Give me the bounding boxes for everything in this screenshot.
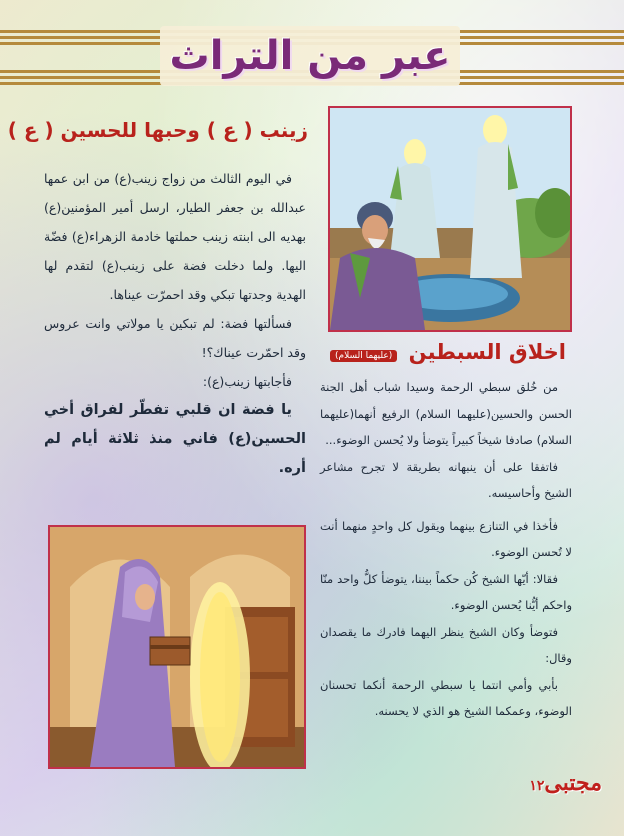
left-article-body	[44, 164, 306, 483]
illustration-gift	[48, 525, 306, 769]
right-article-paragraph: فاتفقا على أن ينبهانه بطريقة لا تجرح مشاعر الشيخ وأحاسيسه.	[320, 459, 572, 500]
right-article-paragraph: من خُلق سبطي الرحمة وسيدا شباب أهل الجنة الحسن والحسين(عليهما السلام) الرفيع أنهما(عليهما السلام) صادفا شيخاً كبيراً يتوضأ ولا يُحسن الوضوء...	[320, 380, 572, 447]
left-article-paragraph: فأجابتها زينب(ع):	[202, 374, 292, 389]
right-article-paragraph: فقالا: أيّها الشيخ كُن حكماً بيننا، يتوضأ كلُّ واحد منّا واحكم أيُّنا يُحسن الوضوء.	[320, 571, 572, 612]
page-number: ١٢	[529, 778, 545, 794]
illustration-ablution	[328, 106, 572, 332]
left-article-paragraph: في اليوم الثالث من زواج زينب(ع) من ابن عمها عبدالله بن جعفر الطيار، ارسل أمير المؤمنين(ع) بهديه الى ابنته زينب حملتها خادمة الزهراء(ع) فضّة اليها. ولما دخلت فضة على زينب(ع) لتقدم لها الهدية وجدتها تبكي وقد احمرّت عيناها.	[44, 171, 306, 302]
magazine-logo	[529, 770, 602, 796]
gift-scene	[50, 527, 304, 767]
left-article-paragraph: فسألتها فضة: لم تبكين يا مولاتي وانت عروس وقد احمّرت عيناك؟!	[44, 316, 306, 360]
right-article-paragraph: فتوضأ وكان الشيخ ينظر اليهما فادرك ما يقصدان وقال:	[320, 624, 572, 665]
left-article-heading: زينب ( ع ) وحبها للحسين ( ع )	[7, 118, 308, 142]
page-title: عبر من التراث	[160, 26, 460, 86]
right-article-paragraph: فأخذا في التنازع بينهما ويقول كل واحدٍ منهما أنت لا تُحسن الوضوء.	[320, 518, 572, 559]
right-article-badge: (عليهما السلام)	[330, 350, 397, 362]
right-article-paragraph: بأبي وأمي انتما يا سبطي الرحمة أنكما تحسنان الوضوء، وعمكما الشيخ هو الذي لا يحسنه.	[320, 677, 572, 718]
right-article-heading: اخلاق السبطين	[408, 340, 566, 364]
ablution-scene	[330, 108, 570, 330]
magazine-name: مجتبى	[544, 770, 602, 796]
left-article-quote: يا فضة ان قلبي تفطّر لفراق أخي الحسين(ع) فاني منذ ثلاثة أيام لم أره.	[44, 402, 306, 476]
right-article-body	[320, 374, 572, 725]
